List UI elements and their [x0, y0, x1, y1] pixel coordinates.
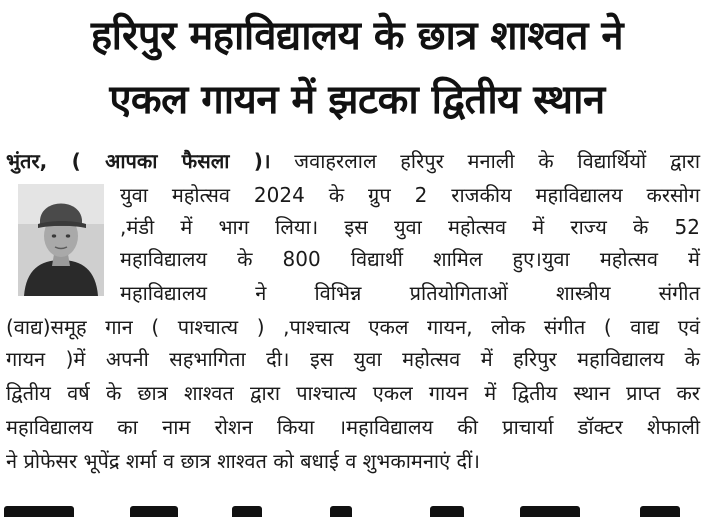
cutoff-glyph — [640, 506, 680, 517]
cutoff-glyph — [330, 506, 352, 517]
article-line-2: युवा महोत्सव 2024 के ग्रुप 2 राजकीय महाविद्यालय करसोग — [120, 183, 700, 207]
article-line-9: महाविद्यालय का नाम रोशन किया ।महाविद्यालय की प्राचार्या डॉक्टर शेफाली — [6, 415, 700, 439]
article-line-6: (वाद्य)समूह गान ( पाश्चात्य ) ,पाश्चात्य एकल गायन, लोक संगीत ( वाद्य एवं — [6, 315, 700, 339]
article-line-1-text: जवाहरलाल हरिपुर मनाली के विद्यार्थियों द्वारा — [294, 149, 700, 173]
cutoff-glyph — [232, 506, 262, 517]
article-line-7: गायन )में अपनी सहभागिता दी। इस युवा महोत्सव में हरिपुर महाविद्यालय के — [6, 347, 700, 371]
article-line-3: ,मंडी में भाग लिया। इस युवा महोत्सव में राज्य के 52 — [120, 215, 700, 239]
dateline: भुंतर, ( आपका फैसला )। — [6, 149, 271, 173]
cutoff-glyph — [4, 506, 74, 517]
article-line-8: द्वितीय वर्ष के छात्र शाश्वत द्वारा पाश्चात्य एकल गायन में द्वितीय स्थान प्राप्त कर — [6, 381, 700, 405]
student-photo — [18, 184, 104, 296]
cutoff-glyph — [130, 506, 178, 517]
article-line-1 — [6, 146, 700, 176]
cutoff-glyph — [520, 506, 580, 517]
next-headline-cutoff — [0, 502, 714, 517]
student-photo-image — [18, 184, 104, 296]
article-line-5: महाविद्यालय ने विभिन्न प्रतियोगिताओं शास्त्रीय संगीत — [120, 281, 700, 305]
headline-line-2: एकल गायन में झटका द्वितीय स्थान — [109, 77, 605, 123]
article-line-4: महाविद्यालय के 800 विद्यार्थी शामिल हुए।युवा महोत्सव में — [120, 247, 700, 271]
article-line-10: ने प्रोफेसर भूपेंद्र शर्मा व छात्र शाश्वत को बधाई व शुभकामनाएं दीं। — [6, 449, 480, 473]
cutoff-glyph — [430, 506, 464, 517]
headline-line-1: हरिपुर महाविद्यालय के छात्र शाश्वत ने — [90, 13, 624, 59]
